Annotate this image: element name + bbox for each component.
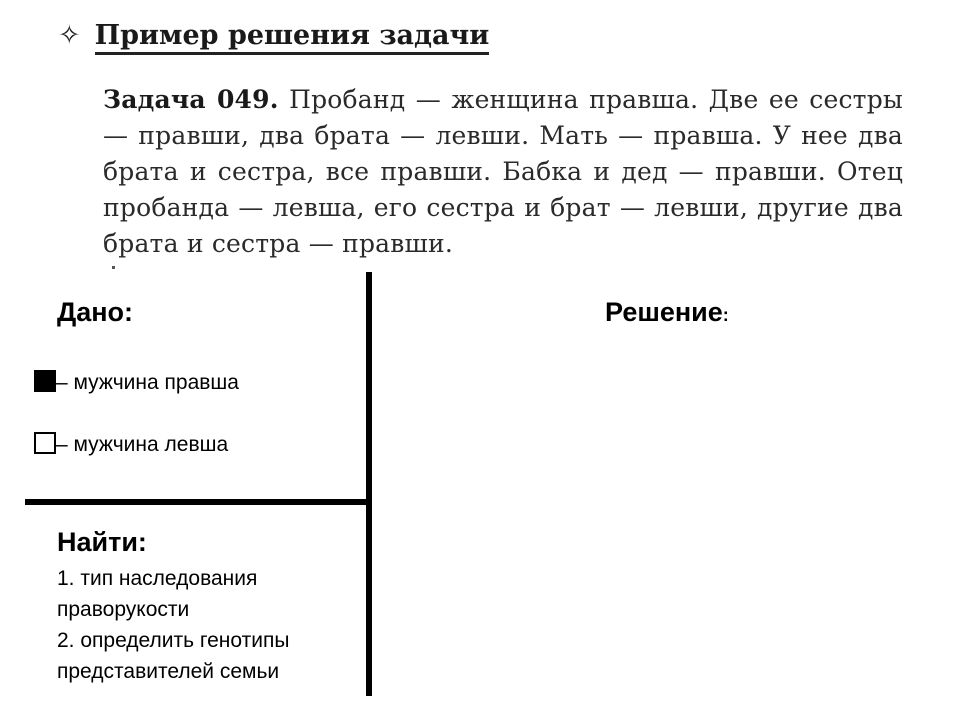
find-list xyxy=(57,563,362,687)
section-heading-title: Пример решения задачи xyxy=(95,20,490,55)
solution-title-colon: : xyxy=(722,305,729,325)
section-heading xyxy=(58,20,489,51)
find-title: Найти: xyxy=(57,527,147,557)
filled-square-icon xyxy=(34,370,56,392)
horizontal-divider xyxy=(25,499,372,505)
problem-number: Задача 049. xyxy=(103,85,279,114)
given-title: Дано: xyxy=(57,297,134,327)
find-item: представителей семьи xyxy=(57,660,280,683)
problem-statement xyxy=(103,82,903,262)
legend-text: – мужчина левша xyxy=(56,433,229,456)
star-icon: ✧ xyxy=(58,20,81,51)
solution-title xyxy=(605,297,729,328)
solution-title-text: Решение xyxy=(605,297,723,327)
find-item: 2. определить генотипы xyxy=(57,629,290,652)
empty-square-icon xyxy=(34,432,56,454)
legend-item-left-handed xyxy=(34,432,228,457)
find-item: 1. тип наследования xyxy=(57,567,258,590)
legend-item-right-handed xyxy=(34,370,239,395)
scan-speck xyxy=(112,266,115,269)
scanned-problem-area xyxy=(0,0,960,275)
find-item: праворукости xyxy=(57,598,190,621)
legend-text: – мужчина правша xyxy=(56,371,239,394)
vertical-divider xyxy=(366,272,372,696)
problem-text: Пробанд — женщина правша. Две ее сестры — правши, два брата — левши. Мать — правша. У нее два брата и сестра, все правши. Бабка и дед — правши. Отец пробанда — левша, его сестра и брат — левши, другие два брата и сестра — правши. xyxy=(103,85,903,258)
